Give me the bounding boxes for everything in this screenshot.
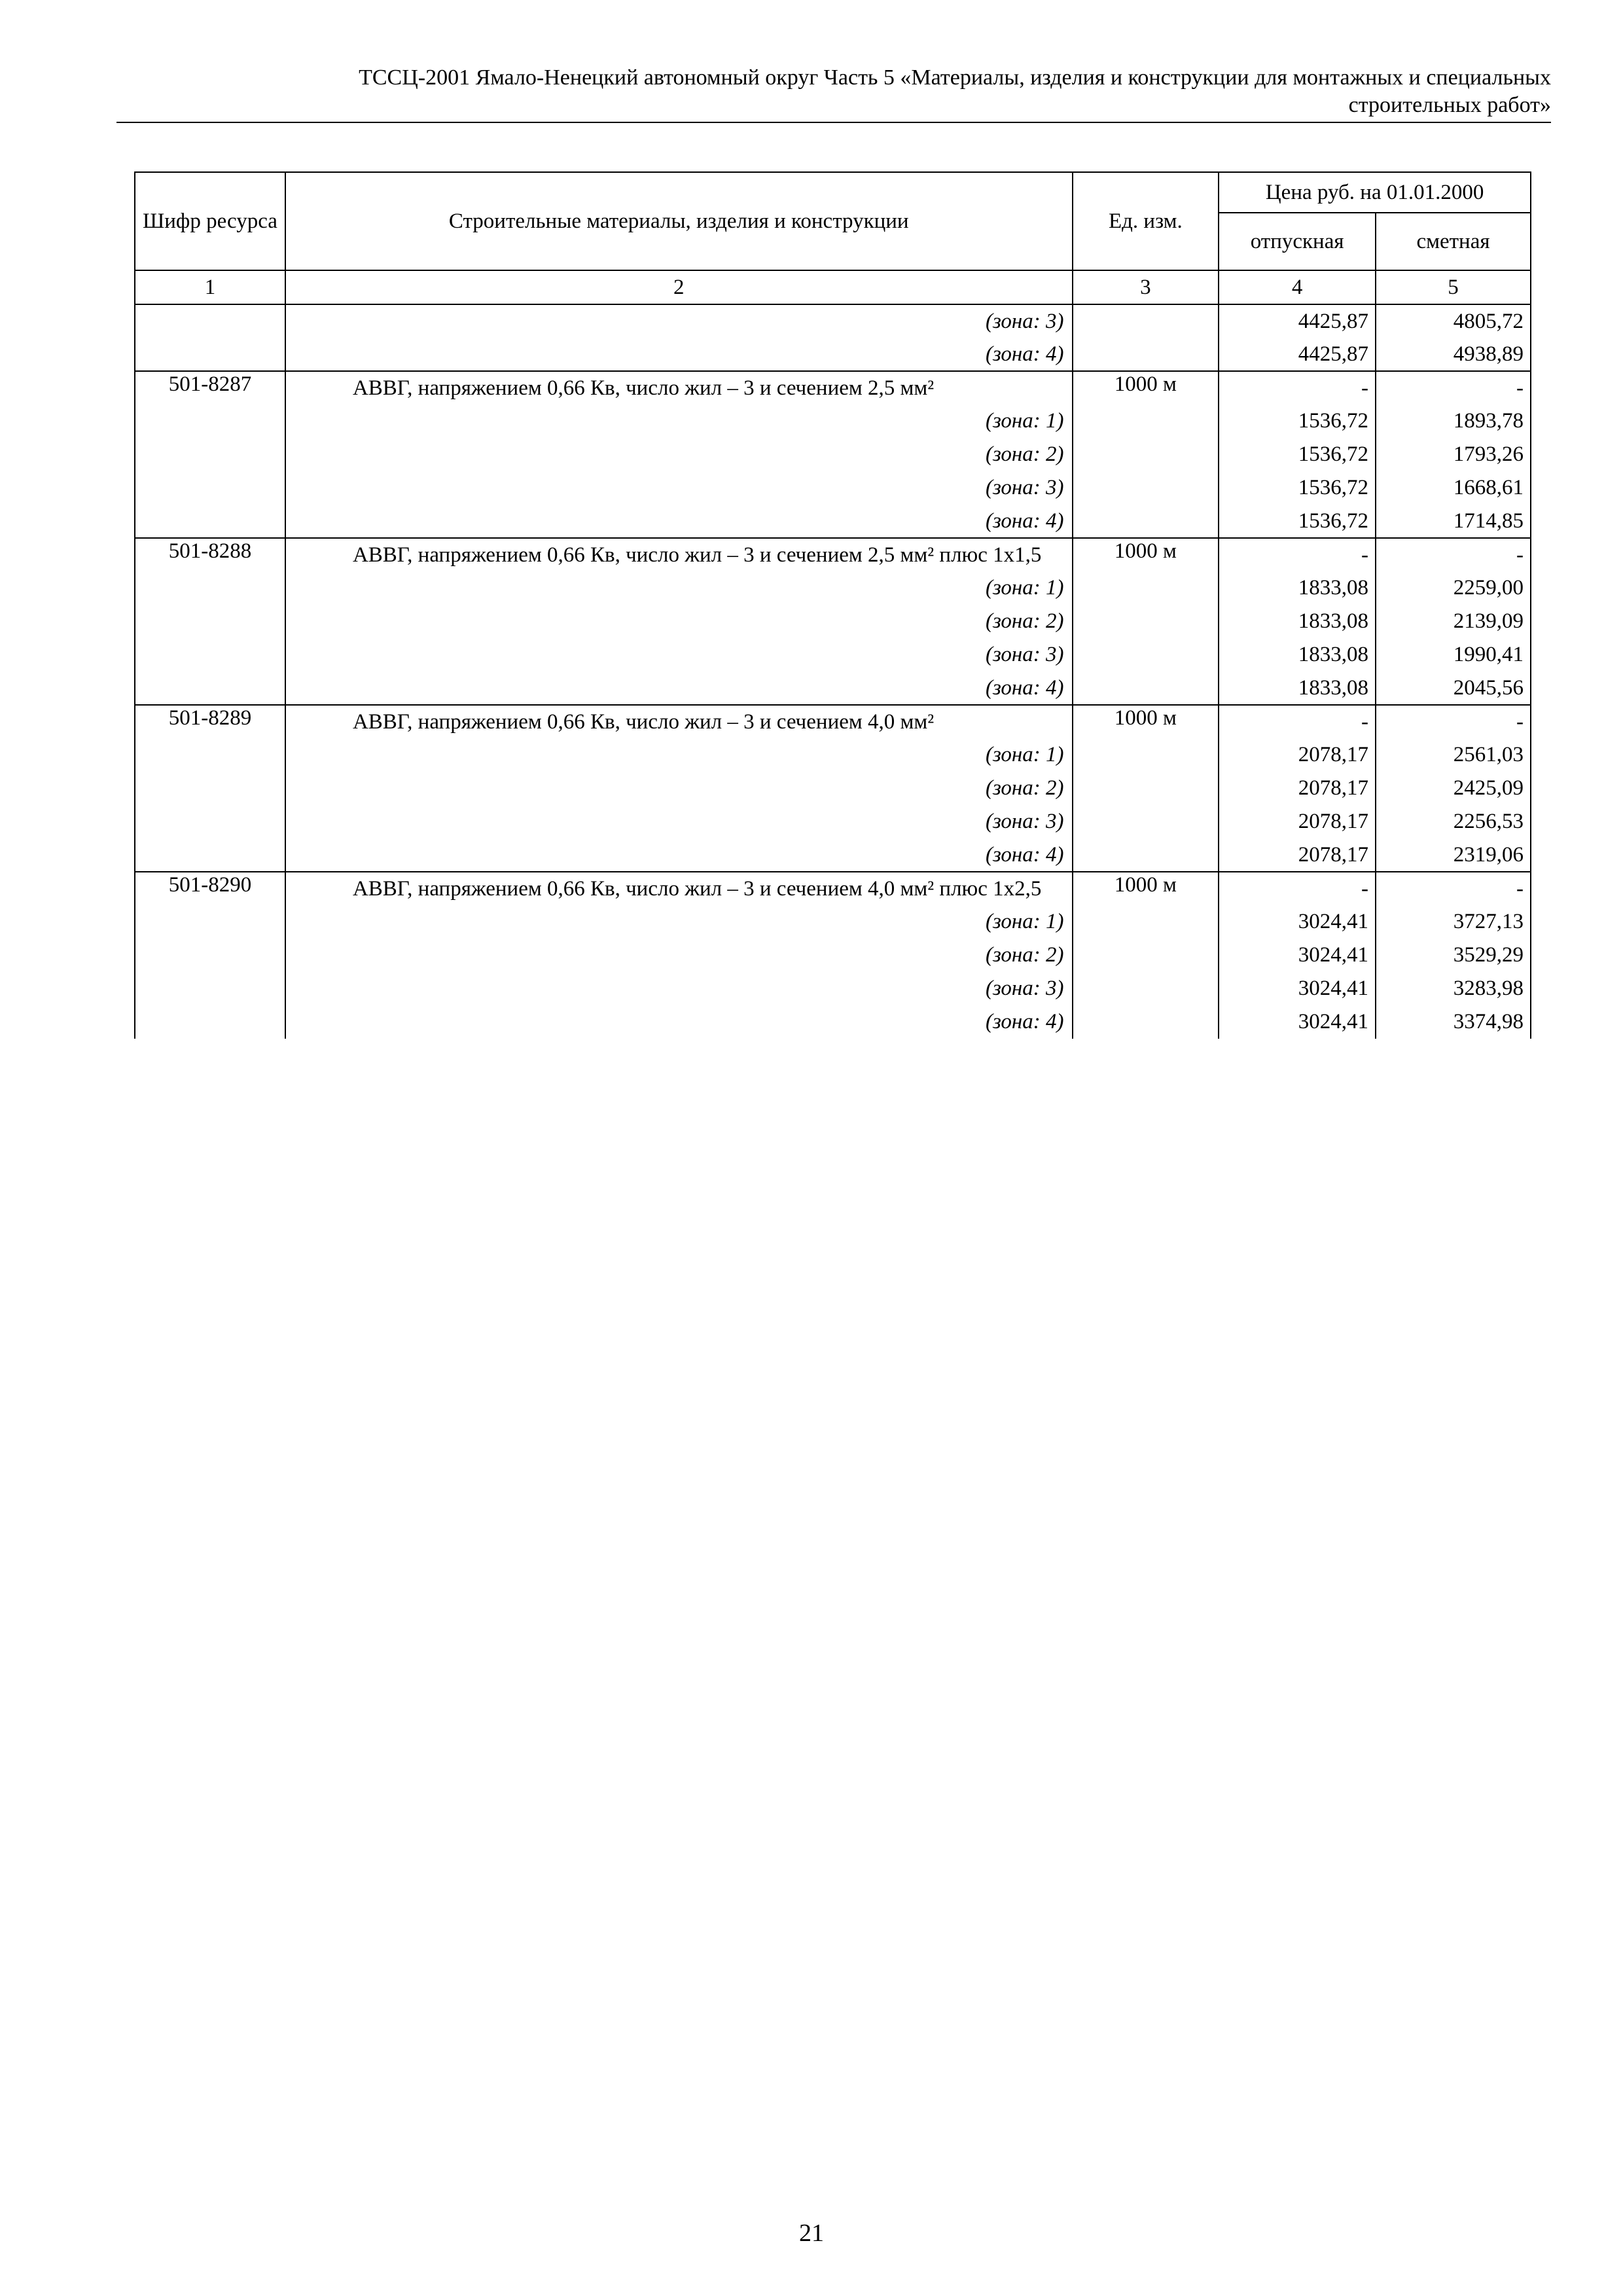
estimate-price: 1668,61: [1376, 471, 1531, 505]
resource-code: 501-8287: [135, 371, 285, 404]
table-row: [135, 571, 1531, 605]
col-number: 4: [1219, 270, 1376, 304]
unit-cell: [1073, 404, 1219, 438]
code-cell: [135, 438, 285, 471]
unit-cell: [1073, 939, 1219, 972]
table-row: [135, 672, 1531, 705]
zone-label: (зона: 4): [285, 1005, 1073, 1039]
release-price: 3024,41: [1219, 972, 1376, 1005]
unit-cell: [1073, 672, 1219, 705]
zone-label: (зона: 3): [285, 638, 1073, 672]
zone-label: (зона: 4): [285, 505, 1073, 538]
table-row: [135, 538, 1531, 571]
material-description: АВВГ, напряжением 0,66 Кв, число жил – 3 и сечением 4,0 мм²: [285, 705, 1073, 738]
table-row: [135, 1005, 1531, 1039]
code-cell: [135, 805, 285, 838]
unit-cell: [1073, 638, 1219, 672]
col-number: 3: [1073, 270, 1219, 304]
zone-label: (зона: 4): [285, 672, 1073, 705]
estimate-price: 2139,09: [1376, 605, 1531, 638]
unit-cell: [1073, 805, 1219, 838]
release-price: -: [1219, 371, 1376, 404]
col-header-release-price: отпускная: [1219, 213, 1376, 270]
estimate-price: -: [1376, 705, 1531, 738]
price-table: [134, 171, 1531, 1039]
estimate-price: 2319,06: [1376, 838, 1531, 872]
code-cell: [135, 972, 285, 1005]
zone-label: (зона: 3): [285, 304, 1073, 338]
unit-cell: [1073, 338, 1219, 371]
unit-cell: [1073, 738, 1219, 772]
table-row: [135, 638, 1531, 672]
running-header-line-1: ТССЦ-2001 Ямало-Ненецкий автономный округ Часть 5 «Материалы, изделия и конструкции для монтажных и специальных: [359, 65, 1551, 90]
header-rule: [116, 122, 1551, 123]
resource-code: 501-8290: [135, 872, 285, 905]
code-cell: [135, 338, 285, 371]
material-description: АВВГ, напряжением 0,66 Кв, число жил – 3 и сечением 4,0 мм² плюс 1х2,5: [285, 872, 1073, 905]
col-number: 2: [285, 270, 1073, 304]
release-price: 3024,41: [1219, 1005, 1376, 1039]
estimate-price: 3283,98: [1376, 972, 1531, 1005]
code-cell: [135, 605, 285, 638]
table-body: [135, 304, 1531, 1039]
release-price: 1833,08: [1219, 605, 1376, 638]
estimate-price: 2259,00: [1376, 571, 1531, 605]
zone-label: (зона: 4): [285, 838, 1073, 872]
col-header-code: Шифр ресурса: [135, 172, 285, 270]
code-cell: [135, 905, 285, 939]
zone-label: (зона: 1): [285, 738, 1073, 772]
release-price: -: [1219, 705, 1376, 738]
estimate-price: 1990,41: [1376, 638, 1531, 672]
estimate-price: 1793,26: [1376, 438, 1531, 471]
unit-of-measure: 1000 м: [1073, 371, 1219, 404]
unit-cell: [1073, 972, 1219, 1005]
code-cell: [135, 404, 285, 438]
zone-label: (зона: 1): [285, 571, 1073, 605]
table-row: [135, 705, 1531, 738]
estimate-price: 2425,09: [1376, 772, 1531, 805]
release-price: 4425,87: [1219, 304, 1376, 338]
unit-cell: [1073, 605, 1219, 638]
zone-label: (зона: 2): [285, 772, 1073, 805]
zone-label: (зона: 2): [285, 605, 1073, 638]
unit-cell: [1073, 905, 1219, 939]
release-price: 2078,17: [1219, 772, 1376, 805]
estimate-price: 2256,53: [1376, 805, 1531, 838]
estimate-price: 1893,78: [1376, 404, 1531, 438]
table-row: [135, 772, 1531, 805]
material-description: АВВГ, напряжением 0,66 Кв, число жил – 3 и сечением 2,5 мм² плюс 1х1,5: [285, 538, 1073, 571]
col-header-unit: Ед. изм.: [1073, 172, 1219, 270]
estimate-price: 1714,85: [1376, 505, 1531, 538]
table-row: [135, 505, 1531, 538]
table-row: [135, 605, 1531, 638]
col-number: 5: [1376, 270, 1531, 304]
code-cell: [135, 505, 285, 538]
unit-cell: [1073, 1005, 1219, 1039]
unit-cell: [1073, 438, 1219, 471]
zone-label: (зона: 3): [285, 972, 1073, 1005]
unit-of-measure: 1000 м: [1073, 872, 1219, 905]
code-cell: [135, 838, 285, 872]
release-price: 1536,72: [1219, 438, 1376, 471]
unit-cell: [1073, 772, 1219, 805]
estimate-price: 3529,29: [1376, 939, 1531, 972]
table-row: [135, 371, 1531, 404]
release-price: 3024,41: [1219, 939, 1376, 972]
table-row: [135, 838, 1531, 872]
release-price: 1833,08: [1219, 672, 1376, 705]
release-price: -: [1219, 538, 1376, 571]
unit-cell: [1073, 838, 1219, 872]
unit-cell: [1073, 304, 1219, 338]
code-cell: [135, 471, 285, 505]
table-row: [135, 939, 1531, 972]
unit-cell: [1073, 505, 1219, 538]
zone-label: (зона: 1): [285, 404, 1073, 438]
running-header-line-2: строительных работ»: [1348, 93, 1551, 117]
release-price: 1536,72: [1219, 471, 1376, 505]
estimate-price: -: [1376, 371, 1531, 404]
col-header-estimate-price: сметная: [1376, 213, 1531, 270]
zone-label: (зона: 2): [285, 939, 1073, 972]
release-price: 1536,72: [1219, 505, 1376, 538]
estimate-price: 4938,89: [1376, 338, 1531, 371]
unit-cell: [1073, 471, 1219, 505]
table-row: [135, 471, 1531, 505]
release-price: 1833,08: [1219, 638, 1376, 672]
estimate-price: -: [1376, 872, 1531, 905]
release-price: 3024,41: [1219, 905, 1376, 939]
zone-label: (зона: 4): [285, 338, 1073, 371]
estimate-price: 3374,98: [1376, 1005, 1531, 1039]
release-price: 1833,08: [1219, 571, 1376, 605]
estimate-price: 2561,03: [1376, 738, 1531, 772]
material-description: АВВГ, напряжением 0,66 Кв, число жил – 3 и сечением 2,5 мм²: [285, 371, 1073, 404]
release-price: 2078,17: [1219, 838, 1376, 872]
col-number: 1: [135, 270, 285, 304]
zone-label: (зона: 2): [285, 438, 1073, 471]
table-row: [135, 905, 1531, 939]
resource-code: 501-8289: [135, 705, 285, 738]
table-row: [135, 404, 1531, 438]
code-cell: [135, 304, 285, 338]
unit-cell: [1073, 571, 1219, 605]
estimate-price: -: [1376, 538, 1531, 571]
unit-of-measure: 1000 м: [1073, 538, 1219, 571]
estimate-price: 4805,72: [1376, 304, 1531, 338]
code-cell: [135, 1005, 285, 1039]
col-header-name: Строительные материалы, изделия и конструкции: [285, 172, 1073, 270]
code-cell: [135, 772, 285, 805]
release-price: -: [1219, 872, 1376, 905]
code-cell: [135, 939, 285, 972]
table-row: [135, 304, 1531, 338]
table-row: [135, 972, 1531, 1005]
page-number: 21: [799, 2219, 824, 2247]
release-price: 1536,72: [1219, 404, 1376, 438]
code-cell: [135, 672, 285, 705]
estimate-price: 3727,13: [1376, 905, 1531, 939]
table-row: [135, 438, 1531, 471]
code-cell: [135, 571, 285, 605]
estimate-price: 2045,56: [1376, 672, 1531, 705]
table-row: [135, 805, 1531, 838]
code-cell: [135, 738, 285, 772]
table-row: [135, 338, 1531, 371]
code-cell: [135, 638, 285, 672]
release-price: 2078,17: [1219, 805, 1376, 838]
unit-of-measure: 1000 м: [1073, 705, 1219, 738]
release-price: 4425,87: [1219, 338, 1376, 371]
zone-label: (зона: 3): [285, 805, 1073, 838]
running-header: [116, 64, 1551, 119]
release-price: 2078,17: [1219, 738, 1376, 772]
zone-label: (зона: 3): [285, 471, 1073, 505]
zone-label: (зона: 1): [285, 905, 1073, 939]
col-header-price-group: Цена руб. на 01.01.2000: [1219, 172, 1531, 213]
table-row: [135, 738, 1531, 772]
resource-code: 501-8288: [135, 538, 285, 571]
table-row: [135, 872, 1531, 905]
